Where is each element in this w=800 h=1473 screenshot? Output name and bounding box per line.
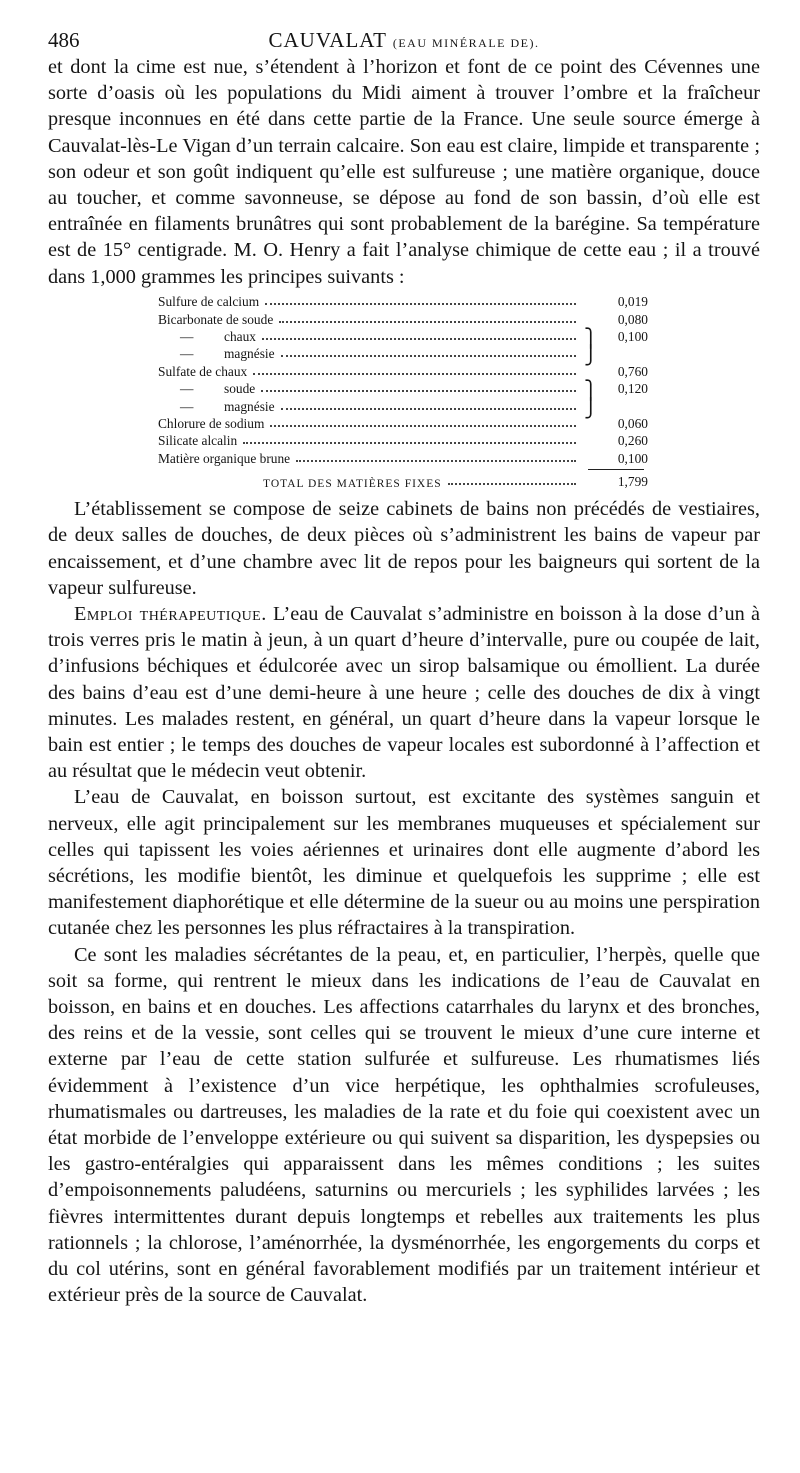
table-row [158,328,648,348]
brace-mark: ⎭ [584,345,598,366]
table-row [158,415,648,432]
table-row [158,293,648,310]
row-label: Sulfure de calcium [158,294,260,310]
table-row [158,397,648,418]
row-value: 0,019 [617,294,648,310]
dot-leader [270,425,576,427]
group-value: 0,100 [617,329,648,344]
brace-mark: ⎫ [584,380,598,401]
row-label: Sulfate de chaux [158,363,248,379]
paragraph-therapeutic [48,601,760,784]
table-row [158,449,648,466]
table-row [158,345,648,366]
row-value: 0,060 [617,415,648,431]
page-header [48,22,760,54]
row-value: 0,760 [617,363,648,379]
brace-mark: ⎭ [584,397,598,418]
total-label: TOTAL DES MATIÈRES FIXES [263,478,442,491]
table-row [158,362,648,379]
dot-leader [243,442,576,444]
row-label: — magnésie [180,398,275,414]
group-value: 0,120 [617,381,648,397]
running-subtitle: (EAU MINÉRALE DE). [392,36,540,50]
running-title: CAUVALAT [268,28,387,52]
dot-leader [281,355,576,357]
dot-leader [261,390,576,392]
brace-mark: ⎫ [584,328,598,348]
table-row [158,310,648,327]
paragraph-indications: Ce sont les maladies sécrétantes de la peau, et, en particulier, l’herpès, quelle que soit sa forme, qui rentrent le mieux dans les indications de l’eau de Cauvalat en boisson, en bains et en douches. Les affections catarrhales du larynx et des bronches, des reins et de la vessie, sont celles qui se trouvent le mieux d’une cure interne et externe par l’eau de cette station sulfurée et sulfureuse. Les rhumatismes liés évidemment à l’existence d’un vice herpétique, les ophthalmies scrofuleuses, rhumatismales ou dartreuses, les maladies de la rate et du foie qui coexistent avec un état morbide de l’enveloppe extérieure ou qui suivent sa disparition, les dyspepsies ou les gastro-entéralgies qui apparaissent dans les mêmes conditions ; les suites d’empoisonnements paludéens, saturnins ou mercuriels ; les syphilides larvées ; les fièvres intermittentes durant depuis longtemps et rebelles aux traitements les plus rationnels ; la chlorose, l’aménorrhée, la dysménorrhée, les engorgements du corps et du col utérins, sont en général favorablement modifiés par un traitement intérieur et extérieur près de la source de Cauvalat. [48,943,760,1307]
sum-rule [588,469,644,470]
page-number: 486 [48,28,80,52]
table-row [158,380,648,401]
row-label: Chlorure de sodium [158,415,265,431]
dot-leader [281,408,576,410]
paragraph-effects: L’eau de Cauvalat, en boisson surtout, est excitante des systèmes sanguin et nerveux, elle agit principalement sur les membranes muqueuses et spécialement sur celles qui tapissent les voies aériennes et urinaires dont elle augmente d’abord les sécrétions, les modifie bientôt, les diminue et quelquefois les supprime ; elle est manifestement diaphorétique et elle détermine de la sueur ou au moins une perspiration cutanée chez les personnes les plus réfractaires à la transpiration. [48,786,760,940]
table-row [158,432,648,449]
row-value: 0,260 [617,433,648,449]
dot-leader [279,321,576,323]
row-label: Matière organique brune [158,450,291,466]
row-value: 0,100 [617,450,648,466]
row-label: Bicarbonate de soude [158,311,274,327]
paragraph-intro: et dont la cime est nue, s’étendent à l’horizon et font de ce point des Cévennes une sorte d’oasis où les populations du Midi aiment à trouver l’ombre et la fraîcheur presque inconnues en été dans cette partie de la France. Une seule source émerge à Cauvalat-lès-Le Vigan d’un terrain calcaire. Son eau est claire, limpide et transparente ; son odeur et son goût indiquent qu’elle est sulfureuse ; une matière organique, douce au toucher, et comme savonneuse, se dépose au fond de son bassin, d’où elle est entraînée en filaments brunâtres qui sont probablement de la barégine. Sa température est de 15° centigrade. M. O. Henry a fait l’analyse chimique de cette eau ; il a trouvé dans 1,000 grammes les principes suivants : [48,56,760,288]
row-label: — soude [180,381,256,397]
dot-leader [296,460,576,462]
row-label: — chaux [180,329,256,344]
section-heading: Emploi thérapeutique. [74,602,267,625]
row-label: Silicate alcalin [158,433,238,449]
analysis-table [158,293,648,490]
dot-leader [448,483,576,485]
table-total-row [158,473,648,490]
dot-leader [253,373,576,375]
row-value: 0,080 [617,311,648,327]
paragraph-establishment: L’établissement se compose de seize cabinets de bains non précédés de vestiaires, de deux salles de douches, de deux pièces où s’administrent les bains de vapeur par encaissement, et d’une chambre avec lit de repos pour les baigneurs qui sortent de la vapeur sulfureuse. [48,498,760,599]
total-value: 1,799 [617,474,648,490]
running-head [48,28,760,53]
dot-leader [265,303,576,305]
dot-leader [262,338,576,340]
therapeutic-text: L’eau de Cauvalat s’administre en boisson à la dose d’un à trois verres pris le matin à jeun, à un quart d’heure d’intervalle, pure ou coupée de lait, d’infusions béchiques et édulcorée avec un sirop balsamique ou émollient. La durée des bains d’eau est d’une demi-heure à une heure ; celle des douches de dix à vingt minutes. Les malades restent, en général, un quart d’heure dans la vapeur lorsque le bain est entier ; le temps des douches de vapeur locales est subordonné à l’affection et au résultat que le médecin veut obtenir. [48,602,760,783]
row-label: — magnésie [180,346,275,362]
